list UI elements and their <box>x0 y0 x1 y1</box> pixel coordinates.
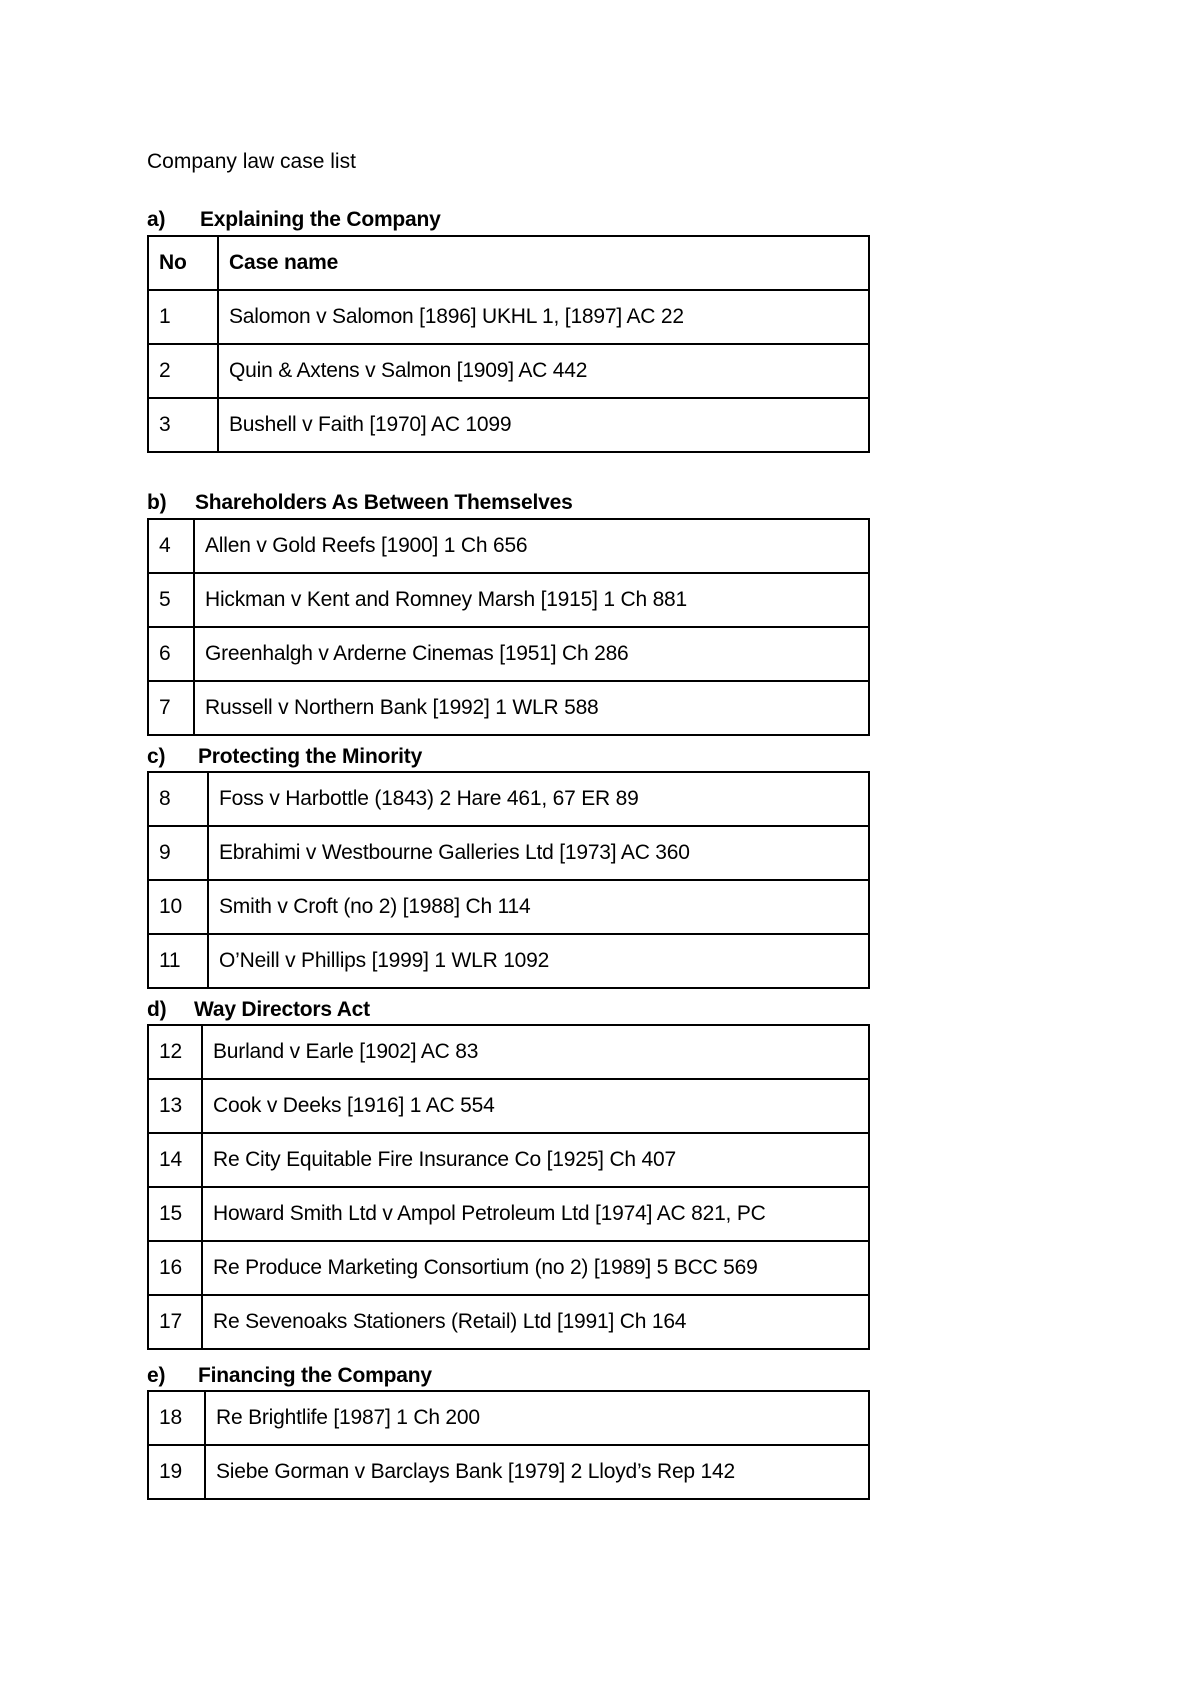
column-header-no: No <box>148 236 218 290</box>
case-table-c <box>147 771 870 989</box>
table-row <box>148 826 869 880</box>
case-number: 7 <box>148 681 194 735</box>
case-table-b <box>147 518 870 736</box>
table-row <box>148 398 869 452</box>
case-name: Siebe Gorman v Barclays Bank [1979] 2 Lloyd’s Rep 142 <box>205 1445 869 1499</box>
section-heading-a <box>147 205 441 235</box>
section-heading-c <box>147 742 422 772</box>
case-number: 13 <box>148 1079 202 1133</box>
case-name: Foss v Harbottle (1843) 2 Hare 461, 67 ER 89 <box>208 772 869 826</box>
case-table-a <box>147 235 870 453</box>
table-row <box>148 1133 869 1187</box>
case-name: Burland v Earle [1902] AC 83 <box>202 1025 869 1079</box>
case-number: 6 <box>148 627 194 681</box>
case-table-e <box>147 1390 870 1500</box>
section-letter: b) <box>147 491 167 514</box>
section-heading-b <box>147 488 573 518</box>
table-row <box>148 1241 869 1295</box>
case-name: O’Neill v Phillips [1999] 1 WLR 1092 <box>208 934 869 988</box>
table-row <box>148 519 869 573</box>
table-row <box>148 1445 869 1499</box>
section-title: Way Directors Act <box>194 998 370 1021</box>
section-heading-e <box>147 1361 432 1391</box>
section-title: Shareholders As Between Themselves <box>195 491 573 514</box>
table-row <box>148 1391 869 1445</box>
case-name: Greenhalgh v Arderne Cinemas [1951] Ch 286 <box>194 627 869 681</box>
case-name: Hickman v Kent and Romney Marsh [1915] 1 Ch 881 <box>194 573 869 627</box>
table-row <box>148 344 869 398</box>
table-row <box>148 573 869 627</box>
case-name: Re Produce Marketing Consortium (no 2) [1989] 5 BCC 569 <box>202 1241 869 1295</box>
table-row <box>148 1187 869 1241</box>
case-number: 11 <box>148 934 208 988</box>
table-row <box>148 1295 869 1349</box>
section-letter: d) <box>147 998 167 1021</box>
case-name: Bushell v Faith [1970] AC 1099 <box>218 398 869 452</box>
case-table-d <box>147 1024 870 1350</box>
column-header-case-name: Case name <box>218 236 869 290</box>
case-number: 15 <box>148 1187 202 1241</box>
case-number: 16 <box>148 1241 202 1295</box>
case-number: 14 <box>148 1133 202 1187</box>
page-title: Company law case list <box>147 150 356 173</box>
case-number: 12 <box>148 1025 202 1079</box>
case-number: 19 <box>148 1445 205 1499</box>
case-number: 4 <box>148 519 194 573</box>
case-name: Ebrahimi v Westbourne Galleries Ltd [1973] AC 360 <box>208 826 869 880</box>
case-number: 3 <box>148 398 218 452</box>
case-name: Re Brightlife [1987] 1 Ch 200 <box>205 1391 869 1445</box>
case-name: Quin & Axtens v Salmon [1909] AC 442 <box>218 344 869 398</box>
table-row <box>148 627 869 681</box>
section-letter: e) <box>147 1364 166 1387</box>
case-number: 17 <box>148 1295 202 1349</box>
case-number: 18 <box>148 1391 205 1445</box>
case-number: 5 <box>148 573 194 627</box>
case-name: Allen v Gold Reefs [1900] 1 Ch 656 <box>194 519 869 573</box>
table-row <box>148 681 869 735</box>
case-number: 8 <box>148 772 208 826</box>
case-name: Howard Smith Ltd v Ampol Petroleum Ltd [1974] AC 821, PC <box>202 1187 869 1241</box>
case-number: 2 <box>148 344 218 398</box>
section-letter: c) <box>147 745 166 768</box>
table-row <box>148 772 869 826</box>
section-letter: a) <box>147 208 166 231</box>
case-number: 9 <box>148 826 208 880</box>
section-heading-d <box>147 995 370 1025</box>
section-title: Financing the Company <box>198 1364 432 1387</box>
section-title: Explaining the Company <box>200 208 441 231</box>
table-row <box>148 934 869 988</box>
table-header-row <box>148 236 869 290</box>
table-row <box>148 1079 869 1133</box>
table-row <box>148 1025 869 1079</box>
table-row <box>148 880 869 934</box>
case-name: Cook v Deeks [1916] 1 AC 554 <box>202 1079 869 1133</box>
case-name: Re Sevenoaks Stationers (Retail) Ltd [1991] Ch 164 <box>202 1295 869 1349</box>
case-name: Smith v Croft (no 2) [1988] Ch 114 <box>208 880 869 934</box>
case-number: 1 <box>148 290 218 344</box>
case-number: 10 <box>148 880 208 934</box>
case-name: Salomon v Salomon [1896] UKHL 1, [1897] AC 22 <box>218 290 869 344</box>
case-name: Re City Equitable Fire Insurance Co [1925] Ch 407 <box>202 1133 869 1187</box>
section-title: Protecting the Minority <box>198 745 423 768</box>
case-name: Russell v Northern Bank [1992] 1 WLR 588 <box>194 681 869 735</box>
table-row <box>148 290 869 344</box>
